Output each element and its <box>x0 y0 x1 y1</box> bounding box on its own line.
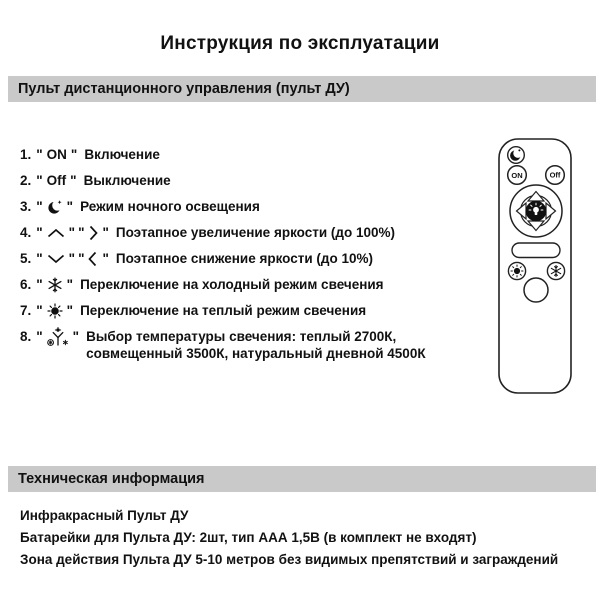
item-description-line1: Выбор температуры свечения: теплый 2700К, <box>86 329 397 344</box>
quote-mark: " <box>78 225 85 240</box>
instructions-list <box>20 146 426 371</box>
item-description-line2: совмещенный 3500К, натуральный дневной 4500К <box>86 346 426 361</box>
quote-mark: " <box>78 251 85 266</box>
quote-mark: " <box>36 173 43 188</box>
warm-light-icon <box>47 303 63 319</box>
item-description: Поэтапное снижение яркости (до 10%) <box>115 251 373 266</box>
remote-warm-button <box>508 262 525 279</box>
quote-mark: " <box>36 225 43 240</box>
chevron-right-icon <box>88 225 98 241</box>
instruction-item-cct-select <box>20 328 426 362</box>
remote-on-label: ON <box>511 170 523 180</box>
tech-info-line: Инфракрасный Пульт ДУ <box>20 508 189 523</box>
item-number: 7. <box>20 303 32 318</box>
item-description: Включение <box>84 147 160 162</box>
quote-mark: " <box>36 329 43 344</box>
instruction-item-on <box>20 146 426 163</box>
item-number: 1. <box>20 147 32 162</box>
item-description: Выключение <box>83 173 171 188</box>
chevron-down-icon <box>47 254 65 264</box>
instruction-item-brightness-up <box>20 224 426 241</box>
instruction-item-cold-mode <box>20 276 426 293</box>
item-number: 3. <box>20 199 32 214</box>
item-description: Режим ночного освещения <box>80 199 260 214</box>
quote-mark: " <box>36 147 43 162</box>
quote-mark: " <box>66 277 74 292</box>
section-header-tech-info <box>8 466 596 492</box>
chevron-up-icon <box>47 228 65 238</box>
item-number: 8. <box>20 329 32 344</box>
remote-illustration <box>486 130 586 402</box>
remote-cold-button <box>547 262 564 279</box>
remote-on-button <box>508 166 527 185</box>
item-description: Переключение на холодный режим свечения <box>80 277 384 292</box>
tech-info-line: Батарейки для Пульта ДУ: 2шт, тип ААА 1,5В (в комплект не входят) <box>20 529 477 545</box>
quote-mark: " <box>66 303 74 318</box>
off-label: Off <box>46 173 67 188</box>
quote-mark: " <box>36 303 43 318</box>
quote-mark: " <box>68 251 76 266</box>
instruction-item-night-mode <box>20 198 426 215</box>
on-label: ON <box>46 147 67 162</box>
quote-mark: " <box>66 199 74 214</box>
dpad-center-bulb-button <box>526 201 547 222</box>
item-number: 5. <box>20 251 32 266</box>
quote-mark: " <box>72 329 80 344</box>
quote-mark: " <box>102 225 109 240</box>
cct-select-icon <box>47 327 69 347</box>
item-number: 6. <box>20 277 32 292</box>
remote-cct-button <box>524 278 548 302</box>
quote-mark: " <box>36 277 43 292</box>
tech-info-line: Зона действия Пульта ДУ 5-10 метров без видимых препятствий и заграждений <box>20 551 559 567</box>
quote-mark: " <box>70 147 78 162</box>
moon-icon <box>47 199 63 215</box>
quote-mark: " <box>68 225 76 240</box>
quote-mark: " <box>102 251 109 266</box>
quote-mark: " <box>36 251 43 266</box>
item-description <box>86 328 425 362</box>
chevron-left-icon <box>88 251 98 267</box>
section-header-label: Техническая информация <box>18 471 205 487</box>
remote-off-button <box>546 166 565 185</box>
item-description: Поэтапное увеличение яркости (до 100%) <box>115 225 395 240</box>
remote-off-label: Off <box>549 170 561 180</box>
item-number: 4. <box>20 225 32 240</box>
page-title: Инструкция по эксплуатации <box>160 33 440 54</box>
item-number: 2. <box>20 173 32 188</box>
instruction-item-brightness-down <box>20 250 426 267</box>
instruction-item-warm-mode <box>20 302 426 319</box>
remote-pill-button <box>512 243 560 258</box>
tech-info-block <box>20 507 558 572</box>
snowflake-icon <box>47 277 63 293</box>
quote-mark: " <box>70 173 77 188</box>
instruction-item-off <box>20 172 426 189</box>
item-description: Переключение на теплый режим свечения <box>80 303 367 318</box>
section-header-remote-control <box>8 76 596 102</box>
remote-dpad <box>510 185 562 237</box>
quote-mark: " <box>36 199 43 214</box>
section-header-label: Пульт дистанционного управления (пульт ДУ) <box>18 81 350 97</box>
